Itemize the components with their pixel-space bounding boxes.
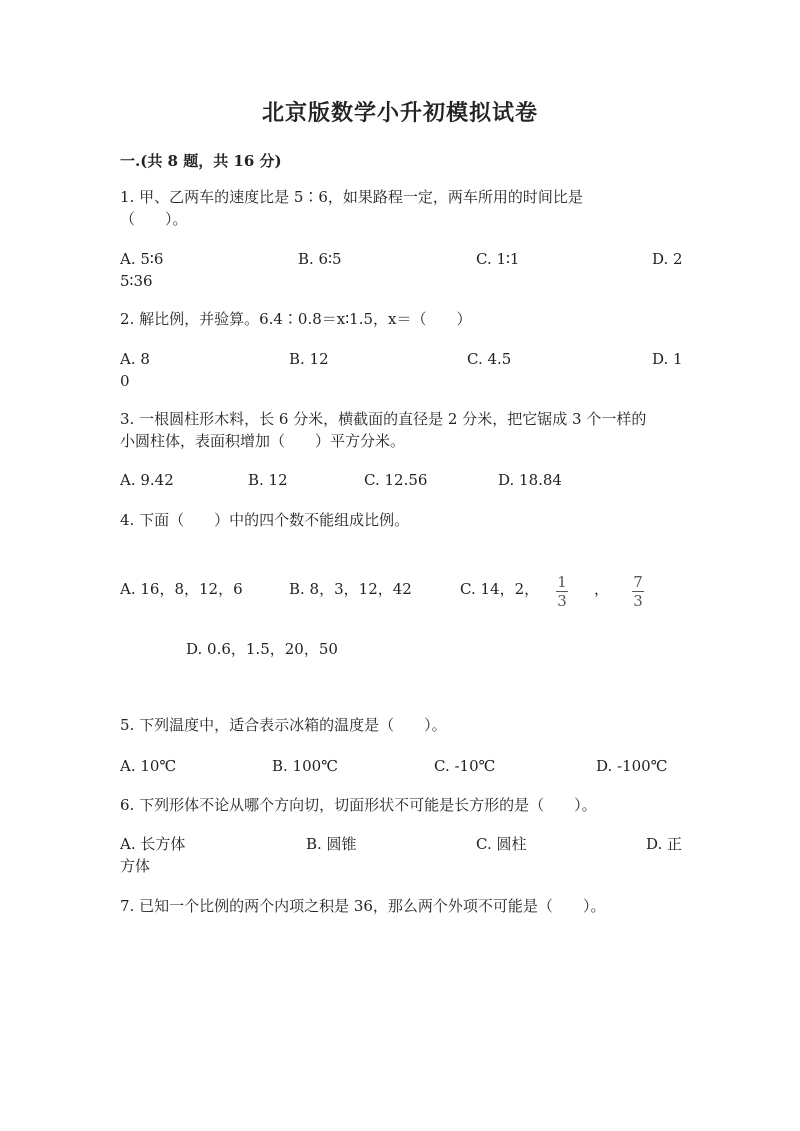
question-3-text-cont: 小圆柱体，表面积增加（ ）平方分米。 xyxy=(120,432,406,450)
question-4-option-c-separator: ， xyxy=(594,580,610,598)
fraction-one-third xyxy=(556,574,568,609)
question-2-text: 2. 解比例，并验算。6.4∶0.8＝x∶1.5，x＝（ ） xyxy=(120,310,472,328)
question-7-text: 7. 已知一个比例的两个内项之积是 36，那么两个外项不可能是（ ）。 xyxy=(120,897,606,915)
question-1 xyxy=(120,186,680,230)
question-6-text: 6. 下列形体不论从哪个方向切，切面形状不可能是长方形的是（ ）。 xyxy=(120,796,597,814)
question-2-option-d: D. 1 xyxy=(652,350,683,368)
fraction-seven-thirds xyxy=(632,574,644,609)
question-1-option-b: B. 6∶5 xyxy=(298,250,342,268)
question-6-option-c: C. 圆柱 xyxy=(476,835,527,853)
question-4-option-b: B. 8，3，12，42 xyxy=(289,580,412,598)
question-1-option-d: D. 2 xyxy=(652,250,683,268)
fraction-numerator: 7 xyxy=(633,573,643,591)
question-1-option-a: A. 5∶6 xyxy=(120,250,164,268)
question-4-text: 4. 下面（ ）中的四个数不能组成比例。 xyxy=(120,511,410,529)
question-1-text: 1. 甲、乙两车的速度比是 5∶6，如果路程一定，两车所用的时间比是 xyxy=(120,188,583,206)
question-5-option-d: D. -100℃ xyxy=(596,757,668,775)
fraction-numerator: 1 xyxy=(557,573,567,591)
question-5-option-c: C. -10℃ xyxy=(434,757,496,775)
fraction-denominator: 3 xyxy=(557,592,567,610)
question-1-option-c: C. 1∶1 xyxy=(476,250,520,268)
question-1-text-cont: （ ）。 xyxy=(120,210,188,228)
question-5-option-a: A. 10℃ xyxy=(120,757,177,775)
question-2-option-b: B. 12 xyxy=(289,350,329,368)
question-5-option-b: B. 100℃ xyxy=(272,757,338,775)
question-2-option-c: C. 4.5 xyxy=(467,350,512,368)
question-6-option-d: D. 正 xyxy=(646,835,683,853)
question-6-option-d-cont: 方体 xyxy=(120,857,151,875)
question-4-option-a: A. 16，8，12，6 xyxy=(120,580,243,598)
question-6-option-b: B. 圆锥 xyxy=(306,835,357,853)
question-3-option-c: C. 12.56 xyxy=(364,471,428,489)
question-2-option-d-cont: 0 xyxy=(120,372,130,390)
question-3-option-b: B. 12 xyxy=(248,471,288,489)
question-3-option-a: A. 9.42 xyxy=(120,471,174,489)
question-4-option-c: C. 14，2， xyxy=(460,580,540,598)
question-5-text: 5. 下列温度中，适合表示冰箱的温度是（ ）。 xyxy=(120,716,447,734)
page-title: 北京版数学小升初模拟试卷 xyxy=(261,100,538,126)
fraction-denominator: 3 xyxy=(633,592,643,610)
question-4-option-d: D. 0.6，1.5，20，50 xyxy=(186,640,338,658)
question-3-text: 3. 一根圆柱形木料，长 6 分米，横截面的直径是 2 分米，把它锯成 3 个一样的 xyxy=(120,410,647,428)
section-heading: 一.(共 8 题，共 16 分) xyxy=(120,152,282,170)
question-3 xyxy=(120,408,680,452)
question-3-option-d: D. 18.84 xyxy=(498,471,562,489)
question-1-option-d-cont: 5∶36 xyxy=(120,272,153,290)
question-2-option-a: A. 8 xyxy=(120,350,150,368)
question-6-option-a: A. 长方体 xyxy=(120,835,186,853)
